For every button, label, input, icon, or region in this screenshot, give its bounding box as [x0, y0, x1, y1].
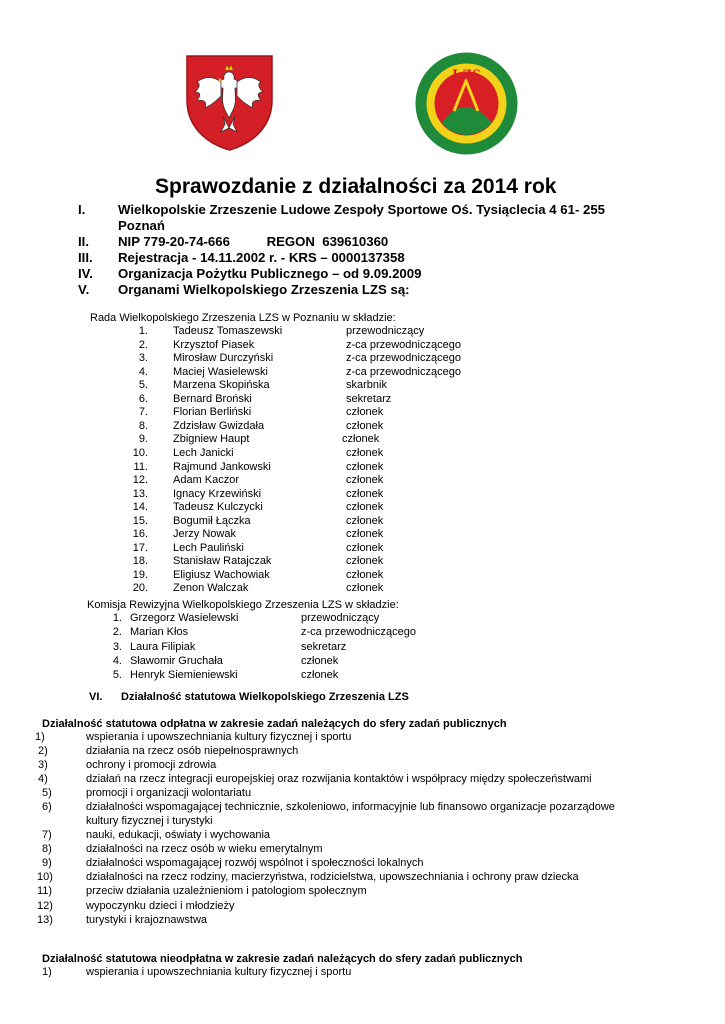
- page-title: Sprawozdanie z działalności za 2014 rok: [155, 175, 557, 198]
- rada-member-role: członek: [346, 419, 384, 432]
- header-item-text: NIP 779-20-74-666 REGON 639610360: [118, 234, 389, 249]
- komisja-member-role: przewodniczący: [301, 612, 380, 624]
- header-item-number: I.: [78, 202, 86, 217]
- odplatna-item-text: działalności na rzecz rodziny, macierzyństwa, rodzicielstwa, upowszechniania i ochrony praw dziecka: [86, 871, 579, 883]
- rada-member-name: Maciej Wasielewski: [173, 365, 268, 378]
- komisja-member-name: Sławomir Gruchała: [130, 654, 223, 667]
- odplatna-item-number: 7): [42, 829, 52, 841]
- komisja-member-name: Laura Filipiak: [130, 640, 196, 653]
- header-item-text: Rejestracja - 14.11.2002 r. - KRS – 0000137358: [118, 250, 405, 265]
- rada-member-name: Stanisław Ratajczak: [173, 555, 272, 568]
- rada-member-name: Zdzisław Gwizdała: [173, 419, 265, 432]
- komisja-member-number: 3.: [112, 640, 122, 653]
- odplatna-item-number: 1): [35, 731, 45, 743]
- odplatna-item-number: 5): [42, 787, 52, 799]
- komisja-member-number: 4.: [112, 654, 122, 667]
- rada-member-number: 8.: [138, 419, 148, 432]
- odplatna-item-number: 11): [37, 885, 53, 897]
- odplatna-item-number: 13): [37, 914, 53, 926]
- rada-member-role: członek: [346, 446, 384, 459]
- header-item-3: [78, 250, 405, 266]
- rada-heading: Rada Wielkopolskiego Zrzeszenia LZS w Poznaniu w składzie:: [90, 312, 396, 324]
- rada-member-number: 5.: [138, 379, 148, 392]
- rada-member-name: Rajmund Jankowski: [173, 460, 271, 473]
- rada-member-name: Jerzy Nowak: [173, 528, 236, 541]
- odplatna-item-text: promocji i organizacji wolontariatu: [86, 787, 252, 799]
- rada-member-name: Bogumił Łączka: [173, 514, 251, 527]
- odplatna-item-text: działalności na rzecz osób w wieku emerytalnym: [86, 843, 323, 855]
- header-item-2: [78, 234, 388, 250]
- rada-member-role: skarbnik: [346, 379, 387, 392]
- odplatna-item-text: nauki, edukacji, oświaty i wychowania: [86, 829, 271, 841]
- rada-member-number: 16.: [132, 528, 148, 541]
- header-item-5: [78, 282, 410, 298]
- komisja-member-name: Grzegorz Wasielewski: [130, 612, 239, 624]
- odplatna-item-text: turystyki i krajoznawstwa: [86, 914, 208, 926]
- header-item-number: III.: [78, 250, 93, 265]
- odplatna-item-text: przeciw działania uzależnieniom i patologiom społecznym: [86, 885, 367, 897]
- rada-member-role: członek: [346, 568, 384, 581]
- komisja-member-number: 2.: [112, 626, 122, 639]
- komisja-member-name: Henryk Siemieniewski: [130, 669, 238, 682]
- komisja-member-number: 1.: [112, 612, 122, 624]
- komisja-member-number: 5.: [112, 669, 122, 682]
- lzs-logo-icon: [414, 51, 519, 156]
- rada-member-number: 12.: [132, 474, 148, 487]
- rada-member-number: 19.: [132, 568, 148, 581]
- rada-member-role: z-ca przewodniczącego: [346, 365, 461, 378]
- komisja-member-role: członek: [301, 669, 339, 682]
- rada-member-name: Eligiusz Wachowiak: [173, 568, 270, 581]
- header-item-number: V.: [78, 282, 90, 297]
- section-vi-number: VI.: [89, 691, 103, 703]
- rada-member-role: sekretarz: [346, 392, 392, 405]
- rada-member-number: 18.: [132, 555, 148, 568]
- odplatna-item-number: 4): [38, 773, 48, 785]
- odplatna-item-number: 2): [38, 745, 48, 757]
- header-item-number: IV.: [78, 266, 93, 281]
- odplatna-item-text: wypoczynku dzieci i młodzieży: [86, 900, 235, 912]
- header-item-text: Organizacja Pożytku Publicznego – od 9.09.2009: [118, 266, 422, 281]
- odplatna-item-text: działań na rzecz integracji europejskiej oraz rozwijania kontaktów i współpracy między społeczeństwami: [86, 773, 592, 785]
- odplatna-item-text: działalności wspomagającej rozwój wspólnot i społeczności lokalnych: [86, 857, 424, 869]
- rada-member-name: Zbigniew Haupt: [173, 433, 250, 446]
- komisja-member-role: sekretarz: [301, 640, 347, 653]
- header-item-text: Organami Wielkopolskiego Zrzeszenia LZS są:: [118, 282, 410, 297]
- odplatna-item-number: 8): [42, 843, 52, 855]
- odplatna-item-text: działania na rzecz osób niepełnosprawnych: [86, 745, 299, 757]
- rada-member-number: 20.: [132, 582, 148, 595]
- header-item-1: [78, 202, 605, 218]
- rada-member-role: członek: [346, 582, 384, 595]
- rada-member-name: Florian Berliński: [173, 406, 252, 419]
- rada-member-role: członek: [346, 487, 384, 500]
- odplatna-item-text: działalności wspomagającej technicznie, szkoleniowo, informacyjnie lub finansowo organizacje pozarządowe: [86, 801, 615, 813]
- rada-member-name: Marzena Skopińska: [173, 379, 270, 392]
- header-item-text: Wielkopolskie Zrzeszenie Ludowe Zespoły Sportowe Oś. Tysiąclecia 4 61- 255: [118, 202, 606, 217]
- komisja-member-role: członek: [301, 654, 339, 667]
- odplatna-item-text: wspierania i upowszechniania kultury fizycznej i sportu: [86, 731, 352, 743]
- rada-member-name: Ignacy Krzewiński: [173, 487, 262, 500]
- odplatna-item-number: 10): [37, 871, 53, 883]
- section-vi-text: Działalność statutowa Wielkopolskiego Zrzeszenia LZS: [121, 691, 409, 703]
- lzs-logo-text: LZS: [452, 67, 481, 83]
- header-item-4: [78, 266, 421, 282]
- rada-member-role: z-ca przewodniczącego: [346, 352, 461, 365]
- rada-member-role: członek: [342, 433, 380, 446]
- rada-member-name: Lech Janicki: [173, 446, 234, 459]
- rada-member-name: Tadeusz Tomaszewski: [173, 325, 283, 337]
- rada-member-name: Mirosław Durczyński: [173, 352, 274, 365]
- rada-member-number: 1.: [138, 325, 148, 337]
- nieodplatna-item-text: wspierania i upowszechniania kultury fizycznej i sportu: [86, 966, 352, 978]
- nieodplatna-heading: Działalność statutowa nieodpłatna w zakresie zadań należących do sfery zadań publicznych: [42, 953, 523, 965]
- rada-member-role: członek: [346, 406, 384, 419]
- odplatna-heading: Działalność statutowa odpłatna w zakresie zadań należących do sfery zadań publicznych: [42, 718, 507, 730]
- odplatna-item-continuation: kultury fizycznej i turystyki: [86, 815, 213, 827]
- rada-member-number: 15.: [132, 514, 148, 527]
- rada-member-name: Bernard Broński: [173, 392, 252, 405]
- rada-member-role: przewodniczący: [346, 325, 425, 337]
- rada-member-role: członek: [346, 528, 384, 541]
- rada-member-number: 17.: [132, 541, 148, 554]
- odplatna-item-number: 6): [42, 801, 52, 813]
- odplatna-item-number: 9): [42, 857, 52, 869]
- rada-member-number: 13.: [132, 487, 148, 500]
- rada-member-number: 14.: [132, 501, 148, 514]
- komisja-heading: Komisja Rewizyjna Wielkopolskiego Zrzeszenia LZS w składzie:: [87, 599, 399, 611]
- komisja-member-name: Marian Kłos: [130, 626, 189, 639]
- rada-member-role: członek: [346, 541, 384, 554]
- rada-member-name: Tadeusz Kulczycki: [173, 501, 263, 514]
- odplatna-item-number: 3): [38, 759, 48, 771]
- rada-member-role: z-ca przewodniczącego: [346, 338, 461, 351]
- section-vi: [89, 691, 409, 705]
- rada-member-name: Krzysztof Piasek: [173, 338, 255, 351]
- odplatna-item-text: ochrony i promocji zdrowia: [86, 759, 217, 771]
- rada-member-number: 2.: [138, 338, 148, 351]
- header-item-number: II.: [78, 234, 89, 249]
- komisja-member-role: z-ca przewodniczącego: [301, 626, 416, 639]
- rada-member-number: 10.: [132, 446, 148, 459]
- rada-member-role: członek: [346, 501, 384, 514]
- rada-member-role: członek: [346, 460, 384, 473]
- wielkopolska-coat-of-arms-icon: [183, 52, 276, 152]
- rada-member-role: członek: [346, 474, 384, 487]
- rada-member-number: 7.: [138, 406, 148, 419]
- rada-member-number: 11.: [133, 460, 148, 473]
- rada-member-number: 6.: [138, 392, 148, 405]
- rada-member-name: Lech Pauliński: [173, 541, 244, 554]
- rada-member-number: 4.: [138, 365, 148, 378]
- odplatna-item-number: 12): [37, 900, 53, 912]
- rada-member-role: członek: [346, 555, 384, 568]
- rada-member-role: członek: [346, 514, 384, 527]
- rada-member-name: Zenon Walczak: [173, 582, 249, 595]
- header-item-1-continuation: Poznań: [118, 218, 165, 233]
- rada-member-number: 9.: [138, 433, 148, 446]
- nieodplatna-item-number: 1): [42, 966, 52, 978]
- rada-member-name: Adam Kaczor: [173, 474, 240, 487]
- rada-member-number: 3.: [138, 352, 148, 365]
